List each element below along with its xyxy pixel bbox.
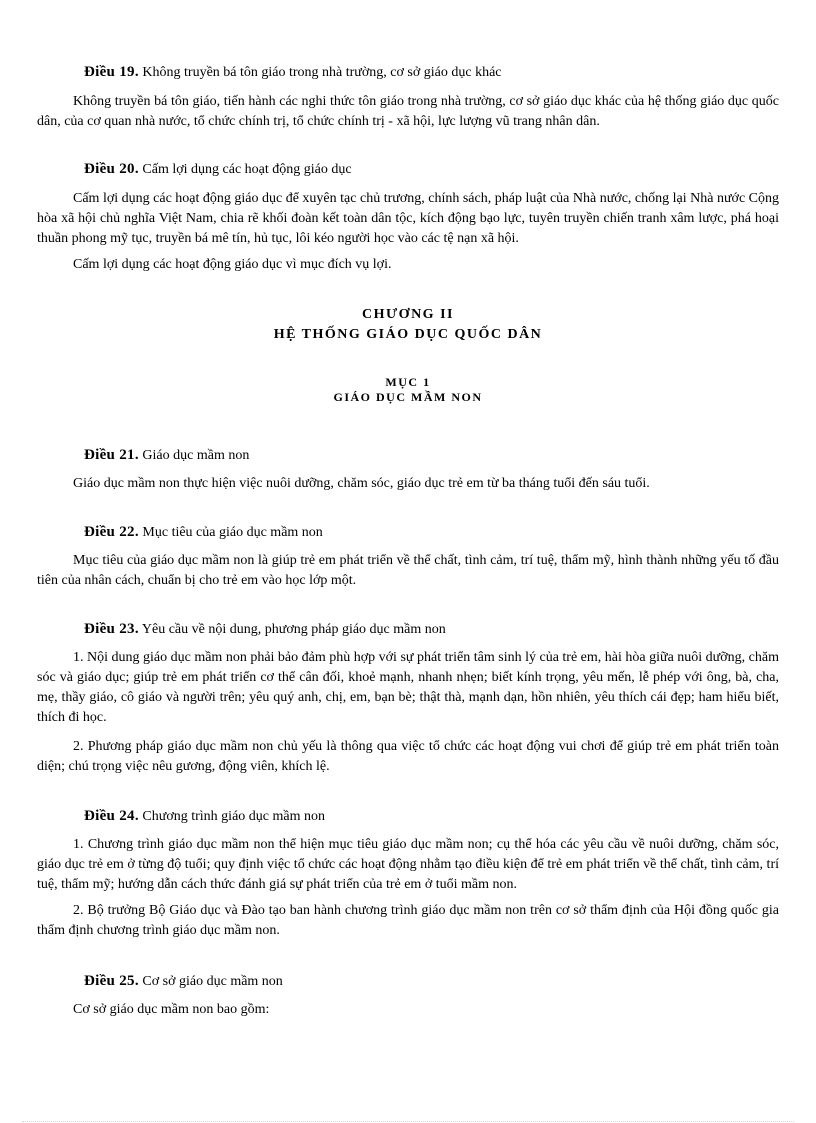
article-22-heading: [37, 522, 779, 543]
article-title: Không truyền bá tôn giáo trong nhà trường, cơ sở giáo dục khác: [142, 65, 502, 80]
article-number: Điều 20.: [84, 161, 139, 177]
section-title: GIÁO DỤC MẦM NON: [333, 390, 483, 404]
article-number: Điều 21.: [84, 447, 139, 463]
page-bottom-divider: [22, 1121, 794, 1122]
document-body: [37, 62, 779, 1020]
article-25-paragraph: Cơ sở giáo dục mầm non bao gồm:: [73, 1002, 270, 1017]
article-title: Mục tiêu của giáo dục mầm non: [142, 525, 323, 540]
article-19-paragraph: Không truyền bá tôn giáo, tiến hành các nghi thức tôn giáo trong nhà trường, cơ sở giáo dục khác của hệ thống giáo dục quốc dân, của cơ quan nhà nước, tổ chức chính trị, tổ chức chính trị - xã hội, lực lượng vũ trang nhân dân.: [37, 94, 779, 129]
article-title: Yêu cầu về nội dung, phương pháp giáo dục mầm non: [141, 622, 446, 637]
section-label: MỤC 1: [385, 375, 431, 389]
article-20-paragraph-2: Cấm lợi dụng các hoạt động giáo dục vì mục đích vụ lợi.: [73, 257, 392, 272]
article-21-paragraph: Giáo dục mầm non thực hiện việc nuôi dưỡng, chăm sóc, giáo dục trẻ em từ ba tháng tuổi đến sáu tuổi.: [73, 476, 650, 491]
article-24-paragraph-1: 1. Chương trình giáo dục mầm non thể hiện mục tiêu giáo dục mầm non; cụ thể hóa các yêu cầu về nuôi dưỡng, chăm sóc, giáo dục trẻ em ở từng độ tuổi; quy định việc tổ chức các hoạt động nhằm tạo điều kiện để trẻ em phát triển về thể chất, tình cảm, trí tuệ, thẩm mỹ; hướng dẫn cách thức đánh giá sự phát triển của trẻ em ở tuổi mầm non.: [37, 837, 779, 892]
article-25-heading: [37, 971, 779, 992]
article-number: Điều 23.: [84, 621, 139, 637]
article-number: Điều 19.: [84, 64, 139, 80]
chapter-heading: [37, 305, 779, 345]
article-number: Điều 25.: [84, 973, 139, 989]
article-title: Cấm lợi dụng các hoạt động giáo dục: [142, 162, 352, 177]
article-title: Giáo dục mầm non: [142, 448, 250, 463]
article-21-heading: [37, 445, 779, 466]
article-24-paragraph-2: 2. Bộ trưởng Bộ Giáo dục và Đào tạo ban hành chương trình giáo dục mầm non trên cơ sở thẩm định của Hội đồng quốc gia thẩm định chương trình giáo dục mầm non.: [37, 903, 779, 938]
article-24-heading: [37, 806, 779, 827]
article-20-heading: [37, 159, 779, 180]
article-title: Chương trình giáo dục mầm non: [142, 809, 325, 824]
section-heading: [37, 375, 779, 405]
chapter-title: HỆ THỐNG GIÁO DỤC QUỐC DÂN: [273, 327, 543, 342]
article-23-paragraph-2: 2. Phương pháp giáo dục mầm non chủ yếu là thông qua việc tổ chức các hoạt động vui chơi để giúp trẻ em phát triển toàn diện; chú trọng việc nêu gương, động viên, khích lệ.: [37, 739, 779, 774]
article-number: Điều 24.: [84, 808, 139, 824]
article-22-paragraph: Mục tiêu của giáo dục mầm non là giúp trẻ em phát triển về thể chất, tình cảm, trí tuệ, thẩm mỹ, hình thành những yếu tố đầu tiên của nhân cách, chuẩn bị cho trẻ em vào học lớp một.: [37, 553, 779, 588]
article-23-paragraph-1: 1. Nội dung giáo dục mầm non phải bảo đảm phù hợp với sự phát triển tâm sinh lý của trẻ em, hài hòa giữa nuôi dưỡng, chăm sóc và giáo dục; giúp trẻ em phát triển cơ thể cân đối, khoẻ mạnh, nhanh nhẹn; biết kính trọng, yêu mến, lễ phép với ông, bà, cha, mẹ, thầy giáo, cô giáo và người trên; yêu quý anh, chị, em, bạn bè; thật thà, mạnh dạn, hồn nhiên, yêu thích cái đẹp; ham hiểu biết, thích đi học.: [37, 650, 779, 725]
article-title: Cơ sở giáo dục mầm non: [142, 974, 283, 989]
article-23-heading: [37, 619, 779, 640]
chapter-label: CHƯƠNG II: [362, 307, 454, 322]
article-20-paragraph-1: Cấm lợi dụng các hoạt động giáo dục để xuyên tạc chủ trương, chính sách, pháp luật của Nhà nước, chống lại Nhà nước Cộng hòa xã hội chủ nghĩa Việt Nam, chia rẽ khối đoàn kết toàn dân tộc, kích động bạo lực, tuyên truyền chiến tranh xâm lược, phá hoại thuần phong mỹ tục, truyền bá mê tín, hủ tục, lôi kéo người học vào các tệ nạn xã hội.: [37, 191, 779, 246]
article-number: Điều 22.: [84, 524, 139, 540]
article-19-heading: [37, 62, 779, 83]
